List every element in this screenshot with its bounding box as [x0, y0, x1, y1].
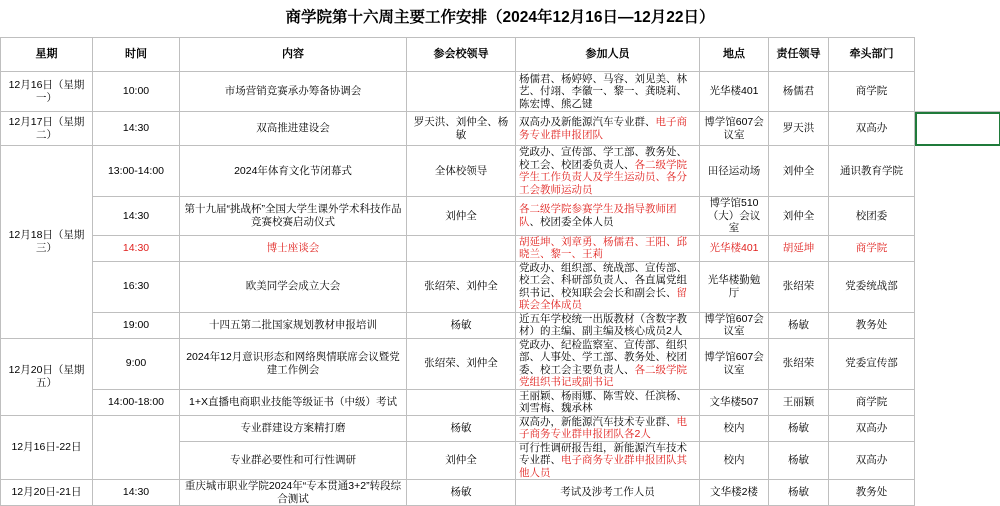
participants-cell[interactable]: 王丽颖、杨雨娜、陈雪姣、任滨杨、刘雪梅、魏承林 [516, 389, 700, 415]
time-cell[interactable]: 14:30 [93, 197, 180, 236]
dept-cell[interactable]: 党委宣传部 [829, 338, 915, 389]
participants-cell[interactable] [516, 112, 700, 146]
dept-cell[interactable]: 通识教育学院 [829, 146, 915, 197]
table-row [1, 480, 1000, 506]
participants-text: 可行性调研报告组，新能源汽车技术专业群、 [519, 442, 687, 467]
header-content[interactable]: 内容 [180, 38, 407, 72]
location-cell[interactable]: 光华楼401 [700, 72, 769, 112]
dept-cell[interactable]: 双高办 [829, 415, 915, 441]
gutter-cell[interactable] [915, 261, 1000, 312]
header-location[interactable]: 地点 [700, 38, 769, 72]
participants-cell[interactable] [516, 146, 700, 197]
content-cell[interactable]: 第十九届“挑战杯”全国大学生课外学术科技作品竞赛校赛启动仪式 [180, 197, 407, 236]
participants-text: 党政办、宣传部、学工部、教务处、校工会、校团委负责人、 [519, 146, 687, 171]
participants-cell[interactable]: 近五年学校统一出版教材（含数字教材）的主编、副主编及核心成员2人 [516, 312, 700, 338]
time-cell[interactable]: 9:00 [93, 338, 180, 389]
resp-cell[interactable]: 王丽颖 [769, 389, 829, 415]
participants-cell[interactable]: 胡延坤、刘章勇、杨儒君、王阳、邱晓兰、黎一、王莉 [516, 235, 700, 261]
dept-cell[interactable]: 商学院 [829, 389, 915, 415]
content-cell[interactable]: 专业群必要性和可行性调研 [180, 441, 407, 480]
content-cell[interactable]: 市场营销竞赛承办筹备协调会 [180, 72, 407, 112]
content-cell[interactable]: 1+X直播电商职业技能等级证书（中级）考试 [180, 389, 407, 415]
time-cell[interactable]: 16:30 [93, 261, 180, 312]
location-cell[interactable]: 光华楼401 [700, 235, 769, 261]
time-cell[interactable]: 14:30 [93, 480, 180, 506]
content-cell[interactable]: 十四五第二批国家规划教材申报培训 [180, 312, 407, 338]
dept-cell[interactable]: 商学院 [829, 72, 915, 112]
gutter-cell[interactable] [915, 415, 1000, 441]
day-cell[interactable]: 12月18日（星期三） [1, 146, 93, 339]
location-cell[interactable]: 光华楼勤勉厅 [700, 261, 769, 312]
table-row [1, 312, 1000, 338]
gutter-cell[interactable] [915, 72, 1000, 112]
location-cell[interactable]: 博学馆510（大）会议室 [700, 197, 769, 236]
time-cell[interactable]: 14:00-18:00 [93, 389, 180, 415]
participants-cell[interactable] [516, 415, 700, 441]
table-row [1, 338, 1000, 389]
participants-text: 双高办及新能源汽车专业群、 [519, 116, 656, 128]
resp-cell[interactable]: 杨敏 [769, 312, 829, 338]
location-cell[interactable]: 博学馆607会议室 [700, 312, 769, 338]
day-cell[interactable]: 12月16日-22日 [1, 415, 93, 480]
content-cell[interactable]: 2024年12月意识形态和网络舆情联席会议暨党建工作例会 [180, 338, 407, 389]
gutter-cell[interactable] [915, 312, 1000, 338]
location-cell[interactable]: 博学馆607会议室 [700, 338, 769, 389]
content-cell[interactable]: 双高推进建设会 [180, 112, 407, 146]
resp-cell[interactable]: 胡延坤 [769, 235, 829, 261]
participants-highlight: 各二级学院学生工作负责人及学生运动员、各分工会教师运动员 [519, 159, 687, 196]
participants-text: 、校团委全体人员 [530, 216, 614, 228]
content-cell[interactable]: 博士座谈会 [180, 235, 407, 261]
header-row [1, 38, 1000, 72]
gutter-cell[interactable] [915, 389, 1000, 415]
leader-cell[interactable]: 张绍荣、刘仲全 [407, 261, 516, 312]
leader-cell[interactable] [407, 72, 516, 112]
table-row [1, 146, 1000, 197]
resp-cell[interactable]: 杨儒君 [769, 72, 829, 112]
participants-highlight: 留联会全体成员 [519, 287, 687, 312]
dept-cell[interactable]: 教务处 [829, 480, 915, 506]
table-row [1, 197, 1000, 236]
participants-cell[interactable] [516, 261, 700, 312]
leader-cell[interactable]: 杨敏 [407, 312, 516, 338]
leader-cell[interactable]: 张绍荣、刘仲全 [407, 338, 516, 389]
participants-highlight: 各二级学院党组织书记或副书记 [519, 364, 687, 389]
resp-cell[interactable]: 张绍荣 [769, 261, 829, 312]
dept-cell[interactable]: 党委统战部 [829, 261, 915, 312]
location-cell[interactable]: 文华楼507 [700, 389, 769, 415]
leader-cell[interactable]: 杨敏 [407, 480, 516, 506]
dept-cell[interactable]: 双高办 [829, 112, 915, 146]
participants-highlight: 电子商务专业群申报团队各2人 [519, 416, 687, 441]
day-cell[interactable]: 12月20日（星期五） [1, 338, 93, 415]
day-cell[interactable]: 12月16日（星期一） [1, 72, 93, 112]
participants-text: 双高办，新能源汽车技术专业群、 [519, 416, 677, 428]
selected-cell[interactable] [915, 112, 1000, 146]
resp-cell[interactable]: 张绍荣 [769, 338, 829, 389]
content-cell[interactable]: 欧美同学会成立大会 [180, 261, 407, 312]
time-cell[interactable] [93, 415, 180, 480]
participants-text: 党政办、纪检监察室、宣传部、组织部、人事处、学工部、教务处、校团委、校工会主要负责人、 [519, 339, 687, 376]
resp-cell[interactable]: 刘仲全 [769, 197, 829, 236]
header-leader[interactable]: 参会校领导 [407, 38, 516, 72]
location-cell[interactable]: 文华楼2楼 [700, 480, 769, 506]
gutter-cell[interactable] [915, 235, 1000, 261]
content-cell[interactable]: 重庆城市职业学院2024年“专本贯通3+2”转段综合测试 [180, 480, 407, 506]
dept-cell[interactable]: 双高办 [829, 441, 915, 480]
content-cell[interactable]: 2024年体育文化节闭幕式 [180, 146, 407, 197]
leader-cell[interactable] [407, 235, 516, 261]
resp-cell[interactable]: 杨敏 [769, 480, 829, 506]
participants-highlight: 电子商务专业群申报团队 [519, 116, 687, 141]
table-row [1, 72, 1000, 112]
leader-cell[interactable]: 全体校领导 [407, 146, 516, 197]
resp-cell[interactable]: 刘仲全 [769, 146, 829, 197]
header-resp[interactable]: 责任领导 [769, 38, 829, 72]
gutter-cell[interactable] [915, 480, 1000, 506]
dept-cell[interactable]: 商学院 [829, 235, 915, 261]
time-cell[interactable]: 10:00 [93, 72, 180, 112]
schedule-table [0, 37, 1000, 506]
table-row [1, 235, 1000, 261]
time-cell[interactable]: 13:00-14:00 [93, 146, 180, 197]
time-cell[interactable]: 14:30 [93, 112, 180, 146]
table-row [1, 415, 1000, 441]
dept-cell[interactable]: 教务处 [829, 312, 915, 338]
sheet-title[interactable]: 商学院第十六周主要工作安排（2024年12月16日—12月22日） [0, 0, 1000, 36]
leader-cell[interactable]: 杨敏 [407, 415, 516, 441]
time-cell[interactable]: 19:00 [93, 312, 180, 338]
dept-cell[interactable]: 校团委 [829, 197, 915, 236]
location-cell[interactable]: 田径运动场 [700, 146, 769, 197]
participants-cell[interactable]: 考试及涉考工作人员 [516, 480, 700, 506]
participants-cell[interactable]: 杨儒君、杨婷婷、马容、刘见美、林艺、付翊、李徽一、黎一、龚晓莉、陈宏博、熊乙键 [516, 72, 700, 112]
leader-cell[interactable] [407, 389, 516, 415]
resp-cell[interactable]: 罗天洪 [769, 112, 829, 146]
location-cell[interactable]: 博学馆607会议室 [700, 112, 769, 146]
day-cell[interactable]: 12月20日-21日 [1, 480, 93, 506]
header-dept[interactable]: 牵头部门 [829, 38, 915, 72]
table-row [1, 112, 1000, 146]
day-cell[interactable]: 12月17日（星期二） [1, 112, 93, 146]
header-time[interactable]: 时间 [93, 38, 180, 72]
time-cell[interactable]: 14:30 [93, 235, 180, 261]
header-participants[interactable]: 参加人员 [516, 38, 700, 72]
gutter-cell[interactable] [915, 146, 1000, 197]
participants-highlight: 各二级学院参赛学生及指导教师团队 [519, 203, 677, 228]
location-cell[interactable]: 校内 [700, 415, 769, 441]
table-row [1, 261, 1000, 312]
leader-cell[interactable]: 罗天洪、刘仲全、杨敏 [407, 112, 516, 146]
gutter-cell[interactable] [915, 38, 1000, 72]
content-cell[interactable]: 专业群建设方案精打磨 [180, 415, 407, 441]
gutter-cell[interactable] [915, 197, 1000, 236]
gutter-cell[interactable] [915, 338, 1000, 389]
resp-cell[interactable]: 杨敏 [769, 441, 829, 480]
participants-highlight: 电子商务专业群申报团队其他人员 [519, 454, 687, 479]
participants-cell[interactable] [516, 197, 700, 236]
resp-cell[interactable]: 杨敏 [769, 415, 829, 441]
location-cell[interactable]: 校内 [700, 441, 769, 480]
leader-cell[interactable]: 刘仲全 [407, 441, 516, 480]
table-row [1, 389, 1000, 415]
leader-cell[interactable]: 刘仲全 [407, 197, 516, 236]
header-week[interactable]: 星期 [1, 38, 93, 72]
participants-cell[interactable] [516, 338, 700, 389]
participants-text: 党政办、组织部、统战部、宣传部、校工会、科研部负责人、各直属党组织书记、校知联会会长和副会长、 [519, 262, 687, 299]
